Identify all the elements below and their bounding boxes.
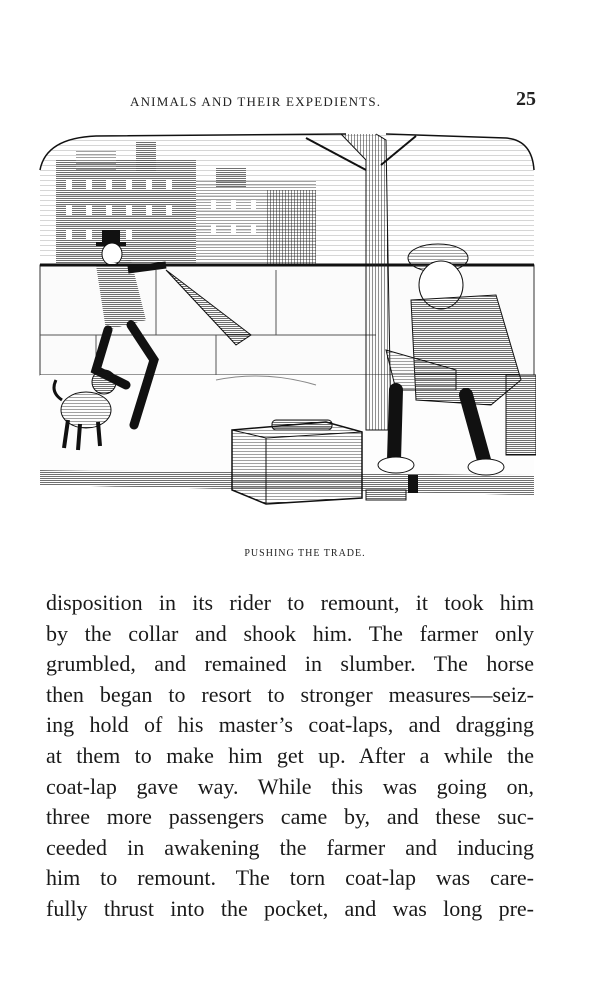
text-line: coat-lap gave way. While this was going on, [46, 773, 534, 799]
body-text [46, 588, 534, 925]
running-head [40, 88, 540, 112]
text-line: him to remount. The torn coat-lap was care- [46, 865, 534, 891]
running-title: ANIMALS AND THEIR EXPEDIENTS. [130, 94, 382, 109]
figure-caption: PUSHING THE TRADE. [244, 548, 366, 559]
text-line: by the collar and shook him. The farmer only [46, 620, 534, 646]
shoeshine-box [232, 420, 362, 504]
text-line: ceeded in awakening the farmer and inducing [46, 834, 534, 860]
page-number: 25 [516, 88, 536, 110]
text-line: three more passengers came by, and these suc- [46, 804, 534, 830]
text-line: at them to make him get up. After a while the [46, 742, 534, 768]
text-line: fully thrust into the pocket, and was long pre- [46, 895, 534, 921]
text-line: then began to resort to stronger measures—seiz- [46, 681, 534, 707]
text-line: grumbled, and remained in slumber. The horse [46, 651, 534, 677]
text-line: disposition in its rider to remount, it took him [46, 590, 534, 615]
engraving-illustration [36, 130, 536, 530]
text-line: ing hold of his master’s coat-laps, and dragging [46, 712, 534, 738]
